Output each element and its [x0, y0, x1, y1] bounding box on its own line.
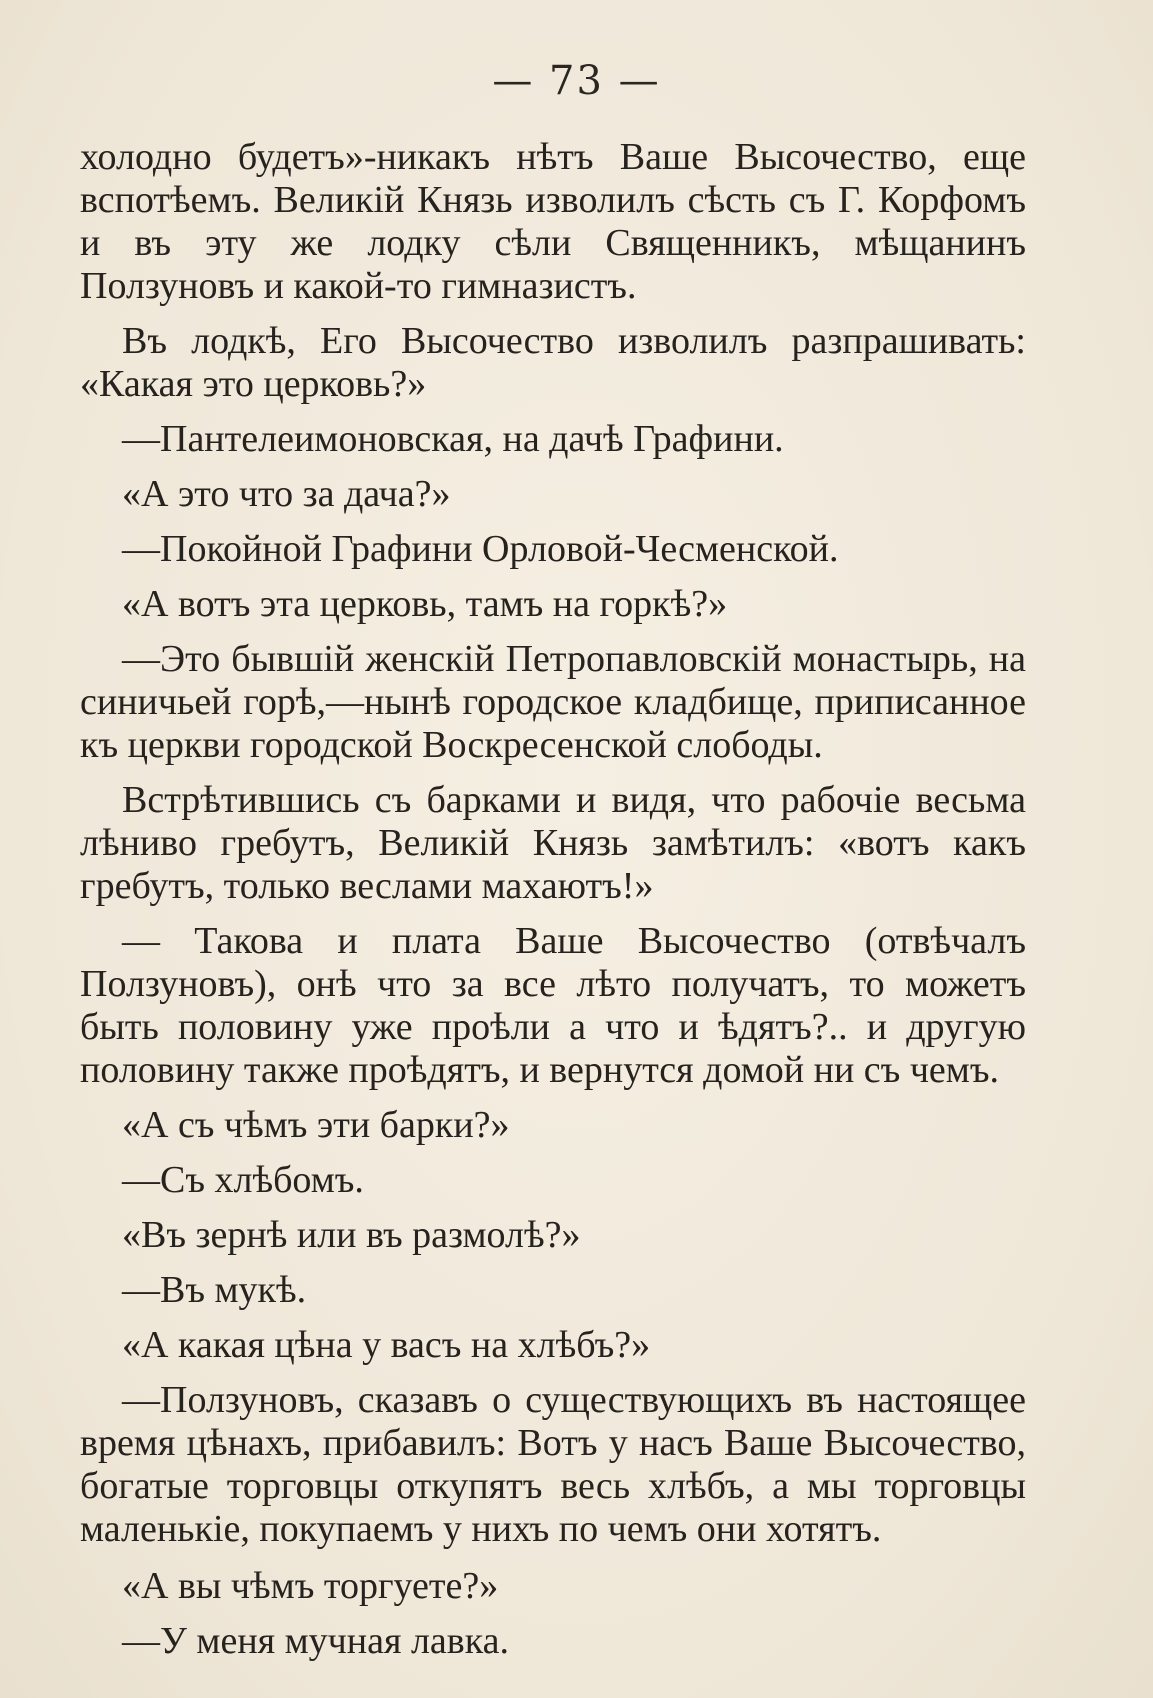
paragraph: —Пантелеимоновская, на дачѣ Графини. — [122, 418, 784, 460]
paragraph: —Ползуновъ, сказавъ о существующихъ въ настоящее время цѣнахъ, прибавилъ: Вотъ у насъ Ваше Высочество, богатые торговцы откупятъ весь хлѣбъ, а мы торговцы маленькіе, покупаемъ у нихъ по чемъ они хотятъ. — [80, 1379, 1026, 1550]
paragraph: «А какая цѣна у васъ на хлѣбъ?» — [122, 1324, 651, 1366]
paragraph: —Покойной Графини Орловой-Чесменской. — [122, 528, 839, 570]
paragraph: —Это бывшій женскій Петропавловскій монастырь, на синичьей горѣ,—нынѣ городское кладбище, приписанное къ церкви городской Воскресенской слободы. — [80, 638, 1026, 766]
paragraph: Встрѣтившись съ барками и видя, что рабочіе весьма лѣниво гребутъ, Великій Князь замѣтилъ: «вотъ какъ гребутъ, только веслами махаютъ!» — [80, 779, 1026, 907]
page-number: — 73 — — [492, 58, 661, 104]
paragraph: «А съ чѣмъ эти барки?» — [122, 1104, 510, 1146]
paragraph: —Съ хлѣбомъ. — [122, 1159, 364, 1201]
paragraph: «Въ зернѣ или въ размолѣ?» — [122, 1214, 581, 1256]
page-text — [80, 136, 1026, 1675]
paragraph: Въ лодкѣ, Его Высочество изволилъ разпрашивать: «Какая это церковь?» — [80, 320, 1026, 405]
paragraph: —У меня мучная лавка. — [122, 1620, 509, 1662]
paragraph: холодно будетъ»-никакъ нѣтъ Ваше Высочество, еще вспотѣемъ. Великій Князь изволилъ сѣсть съ Г. Корфомъ и въ эту же лодку сѣли Священникъ, мѣщанинъ Ползуновъ и какой-то гимназистъ. — [80, 136, 1026, 307]
paragraph: —Въ мукѣ. — [122, 1269, 307, 1311]
paragraph: «А вотъ эта церковь, тамъ на горкѣ?» — [122, 583, 728, 625]
paragraph: «А это что за дача?» — [122, 473, 451, 515]
paragraph: — Такова и плата Ваше Высочество (отвѣчалъ Ползуновъ), онѣ что за все лѣто получатъ, то можетъ быть половину уже проѣли а что и ѣдятъ?.. и другую половину также проѣдятъ, и вернутся домой ни съ чемъ. — [80, 920, 1026, 1091]
paragraph: «А вы чѣмъ торгуете?» — [122, 1565, 499, 1607]
